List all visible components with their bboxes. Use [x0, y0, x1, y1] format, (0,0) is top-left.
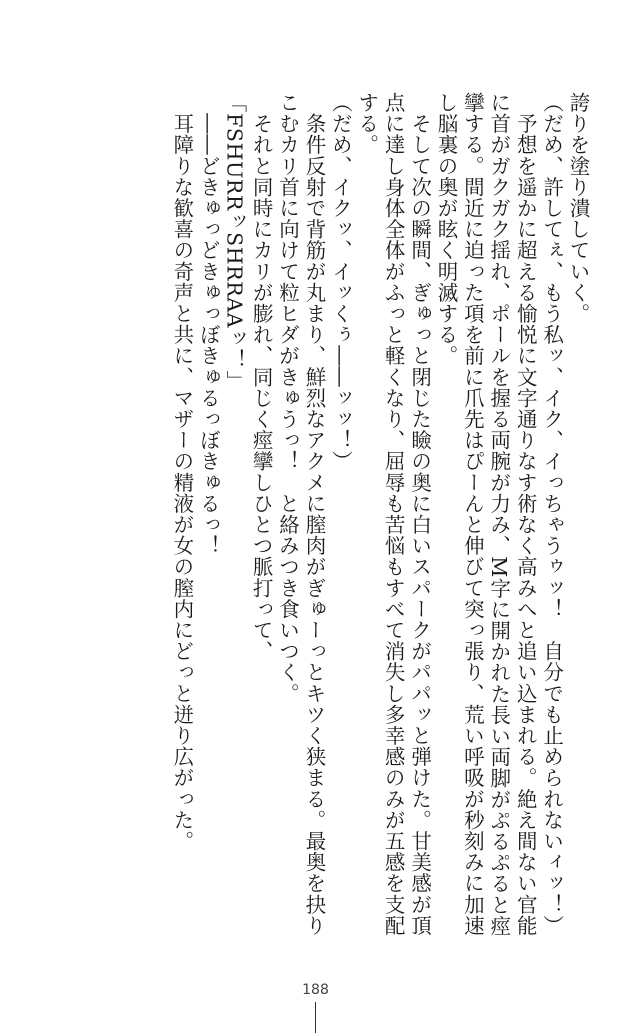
text-line: 点に達し身体全体がふっと軽くなり、屈辱も苦悩もすべて消失し多幸感のみが五感を支配	[381, 92, 406, 936]
text-line: 耳障りな歓喜の奇声と共に、マザーの精液が女の膣内にどっと迸り広がった。	[169, 92, 194, 852]
page-number: 188	[302, 982, 329, 998]
text-line: こむカリ首に向けて粒ヒダがきゅうっ！ と絡みつき食いつく。	[275, 92, 300, 704]
text-line: ――どきゅっどきゅっぼきゅるっぼきゅるっ！	[196, 92, 221, 557]
text-line: し脳裏の奥が眩く明滅する。	[433, 92, 458, 367]
text-line: （だめ、許してぇ、もう私ッ、イク、イっちゃうゥッ！ 自分でも止められないィッ！）	[539, 92, 564, 936]
page-number-rule	[315, 1002, 316, 1033]
vertical-text-body	[16, 92, 591, 952]
text-line: 「FSHURRッSHRRAAッ！」	[222, 92, 247, 392]
text-line: （だめ、イクッ、イッくぅ――ッッ！）	[328, 92, 353, 472]
text-line: 誇りを塗り潰していく。	[566, 92, 590, 325]
text-line: に首がガクガク揺れ、ポールを握る両腕が力み、M字に開かれた長い両脚がぷるぷると痙	[486, 92, 511, 937]
text-line: 予想を遥かに超える愉悦に文字通りなす術なく高みへと追い込まれる。絶え間ない官能	[513, 92, 538, 936]
text-line: 攣する。間近に迫った項を前に爪先はぴーんと伸びて突っ張り、荒い呼吸が秒刻みに加速	[460, 92, 485, 936]
text-line: それと同時にカリが膨れ、同じく痙攣しひとつ脈打って、	[249, 92, 274, 662]
text-line: 条件反射で背筋が丸まり、鮮烈なアクメに膣肉がぎゅーっとキツく狭まる。最奥を抉り	[301, 92, 326, 936]
text-line: そして次の瞬間、ぎゅっと閉じた瞼の奥に白いスパークがパパッと弾けた。甘美感が頂	[407, 92, 432, 936]
text-line: する。	[354, 92, 379, 156]
